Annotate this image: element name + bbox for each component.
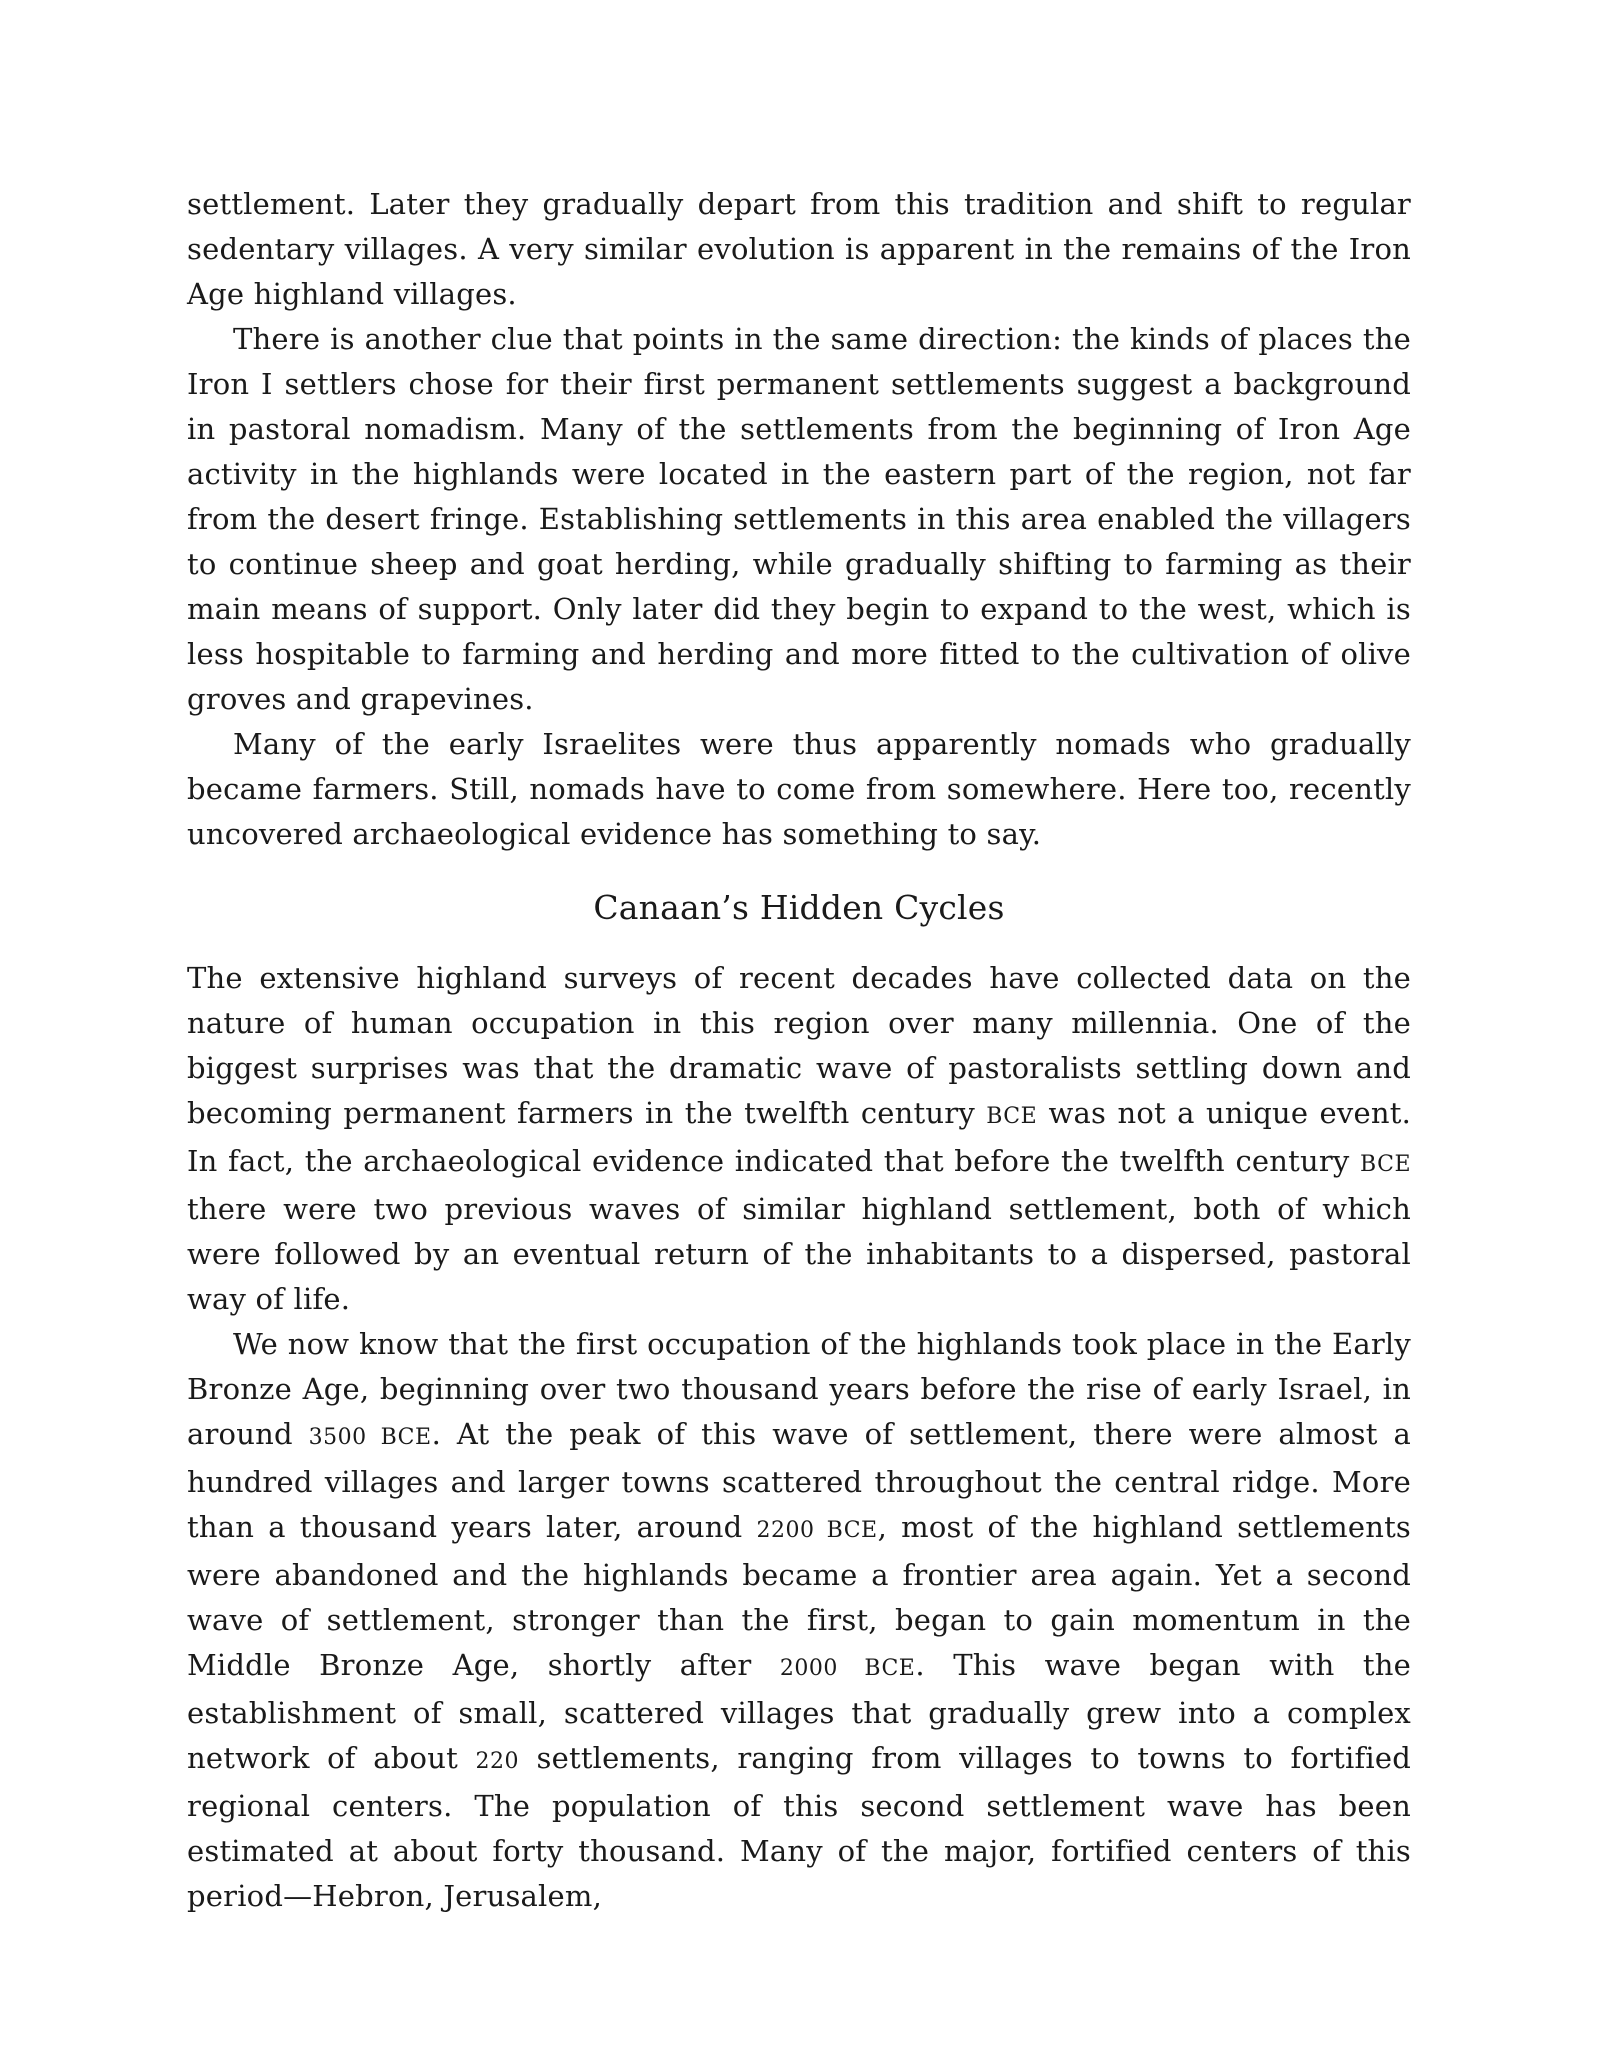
paragraph-2: There is another clue that points in the same direction: the kinds of places the Iron I settlers chose for their first permanent settlements suggest a background in pastoral nomadism. Many of the settlements from the beginning of Iron Age activity in the highlands were located in the eastern part of the region, not far from the desert fringe. Establishing settlements in this area enabled the villagers to continue sheep and goat herding, while gradually shifting to farming as their main means of support. Only later did they begin to expand to the west, which is less hospitable to farming and herding and more fitted to the cultivation of olive groves and grapevines. [187,322,1411,716]
era-abbreviation: BCE [986,1104,1038,1129]
era-abbreviation: BCE [1360,1152,1411,1177]
paragraph-5 [187,1322,1411,1919]
section-heading: Canaan’s Hidden Cycles [593,888,1005,927]
paragraph-5-text-3: , most of the highland settlements were abandoned and the highlands became a frontier area again. Yet a second wave of settlement, stronger than the first, began to gain momentum in the Middle Bronze Age, shortly after [187,1510,1412,1682]
date-2200-bce: 2200 BCE [756,1518,878,1543]
date-2000-bce: 2000 BCE [779,1656,916,1681]
paragraph-1: settlement. Later they gradually depart from this tradition and shift to regular sedentary villages. A very similar evolution is apparent in the remains of the Iron Age highland villages. [187,187,1411,311]
date-3500-bce: 3500 BCE [308,1425,432,1450]
paragraph-5-text-2: . At the peak of this wave of settlement, there were almost a hundred villages and larger towns scattered throughout the central ridge. More than a thousand years later, around [187,1417,1411,1544]
page-body [187,182,1411,1919]
paragraph-4-text-1: The extensive highland surveys of recent decades have collected data on the nature of human occupation in this region over many millennia. One of the biggest surprises was that the dramatic wave of pastoralists settling down and becoming permanent farmers in the twelfth century [187,961,1411,1130]
paragraph-5-text-4: . This wave began with the establishment of small, scattered villages that gradually grew into a complex network of about [187,1648,1411,1775]
paragraph-4-text-2: was not a unique event. In fact, the archaeological evidence indicated that before the twelfth century [187,1096,1411,1178]
paragraph-4-text-3: there were two previous waves of similar highland settlement, both of which were followed by an eventual return of the inhabitants to a dispersed, pastoral way of life. [187,1192,1411,1316]
paragraph-3: Many of the early Israelites were thus apparently nomads who gradually became farmers. Still, nomads have to come from somewhere. Here too, recently uncovered archaeological evidence has something to say. [187,727,1411,851]
paragraph-5-text-1: We now know that the first occupation of the highlands took place in the Early Bronze Age, beginning over two thousand years before the rise of early Israel, in around [187,1327,1411,1451]
settlement-count: 220 [475,1749,519,1774]
paragraph-4 [187,956,1411,1322]
paragraph-5-text-5: settlements, ranging from villages to towns to fortified regional centers. The population of this second settlement wave has been estimated at about forty thousand. Many of the major, fortified centers of this period—Hebron, Jerusalem, [187,1741,1412,1913]
